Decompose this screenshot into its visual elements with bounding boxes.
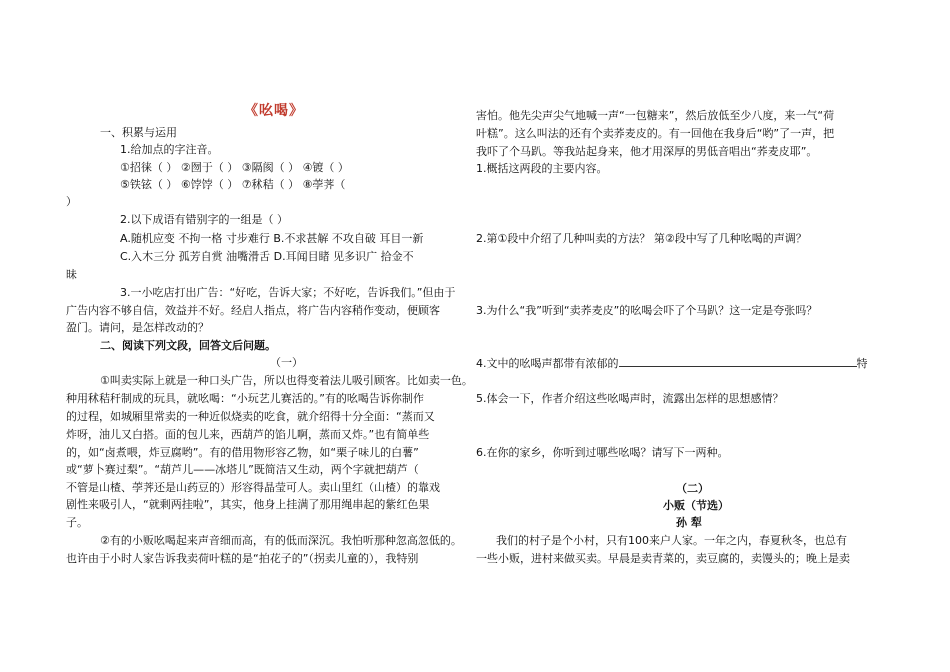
paragraph-line: 种用秫秸秆制成的玩具，就吆喝：“小玩艺儿赛活的。”有的吆喝告诉你制作 [66, 392, 424, 405]
paragraph-line: 不管是山楂、荸荠还是山药豆的）形容得晶莹可人。卖山里红（山楂）的靠戏 [66, 481, 440, 494]
paragraph-line: 或“萝卜赛过梨”。“葫芦儿——冰塔儿”既简洁又生动，两个字就把葫芦（ [66, 463, 419, 476]
section-heading: 二、阅读下列文段，回答文后问题。 [100, 339, 276, 352]
paragraph-line: 子。 [66, 516, 88, 529]
paragraph-line: 的过程，如城厢里常卖的一种近似烧卖的吃食，就介绍得十分全面：“蒸而又 [66, 410, 435, 423]
paragraph-line: 的，如“卤煮喂，炸豆腐哟”。有的借用物形容乙物，如“栗子味儿的白薯” [66, 446, 419, 459]
paragraph-line: 也许由于小时人家告诉我卖荷叶糕的是“拍花子的”（拐卖儿童的），我特别 [66, 552, 419, 565]
question: 2.以下成语有错别字的一组是（ ） [120, 213, 288, 226]
question: 1.概括这两段的主要内容。 [476, 162, 608, 175]
part-heading: （二） [676, 482, 709, 495]
question-options: ⑤铁铉（ ） ⑥饽饽（ ） ⑦秫秸（ ） ⑧荸荠（ [120, 178, 346, 191]
paragraph-line: 叶糕”。这么叫法的还有个卖荞麦皮的。有一回他在我身后“哟”了一声，把 [476, 127, 835, 140]
question [476, 355, 868, 372]
paragraph-line: 我们的村子是个小村，只有100来户人家。一年之内，春夏秋冬，也总有 [496, 534, 847, 547]
question: 1.给加点的字注音。 [120, 143, 219, 156]
question: 3.为什么“我”听到“卖荞麦皮”的吆喝会吓了个马趴？这一定是夸张吗？ [476, 304, 818, 317]
paragraph-line: 炸呀，油儿又白搭。面的包儿来，西葫芦的馅儿啊，蒸而又炸。”也有简单些 [66, 428, 430, 441]
question-options: 昧 [66, 268, 77, 281]
question-options: C.入木三分 孤芳自赏 油嘴滑舌 D.耳闻目睹 见多识广 拾金不 [120, 250, 414, 263]
question: 6.在你的家乡，你听到过哪些吆喝？请写下一两种。 [476, 446, 729, 459]
paragraph-line: ②有的小贩吆喝起来声音细而高，有的低而深沉。我怕听那种忽高忽低的。 [100, 534, 462, 547]
article-title: 小贩（节选） [663, 499, 729, 512]
question: 5.体会一下，作者介绍这些吆喝声时，流露出怎样的思想感情？ [476, 392, 784, 405]
question: 2.第①段中介绍了几种叫卖的方法？ 第②段中写了几种吆喝的声调？ [476, 232, 807, 245]
question-options: ） [66, 195, 77, 208]
paragraph-line: 剧性来吸引人，“就剩两挂啦”，其实，他身上挂满了那用绳串起的紫红色果 [66, 498, 430, 511]
part-heading: （一） [270, 356, 303, 369]
question: 3.一小吃店打出广告：“好吃，告诉大家；不好吃，告诉我们。”但由于 [120, 286, 456, 299]
paragraph-line: ①叫卖实际上就是一种口头广告，所以也得变着法儿吸引顾客。比如卖一色。 [100, 374, 473, 387]
page-title: 《吆喝》 [244, 103, 304, 119]
paragraph-line: 害怕。他先尖声尖气地喊一声“一包糖来”，然后放低至少八度，来一气“荷 [476, 109, 835, 122]
paragraph-line: 一些小贩，进村来做买卖。早晨是卖青菜的，卖豆腐的，卖馒头的；晚上是卖 [476, 552, 850, 565]
question: 盈门。请问，是怎样改动的？ [66, 321, 209, 334]
question-options: A.随机应变 不拘一格 寸步难行 B.不求甚解 不攻自破 耳目一新 [120, 232, 424, 245]
article-author: 孙 犁 [676, 516, 702, 529]
paragraph-line: 我吓了个马趴。等我站起身来，他才用深厚的男低音唱出“荞麦皮耶”。 [476, 145, 818, 158]
question-options: ①招徕（ ） ②囫于（ ） ③隔阂（ ） ④镀（ ） [120, 161, 349, 174]
answer-blank[interactable] [619, 355, 857, 367]
question: 广告内容不够自信，效益并不好。经启人指点，将广告内容稍作变动，便顾客 [66, 304, 440, 317]
question-text: 特 [856, 357, 868, 370]
section-heading: 一、积累与运用 [100, 126, 177, 139]
question-text: 4.文中的吆喝声都带有浓郁的 [476, 357, 619, 370]
